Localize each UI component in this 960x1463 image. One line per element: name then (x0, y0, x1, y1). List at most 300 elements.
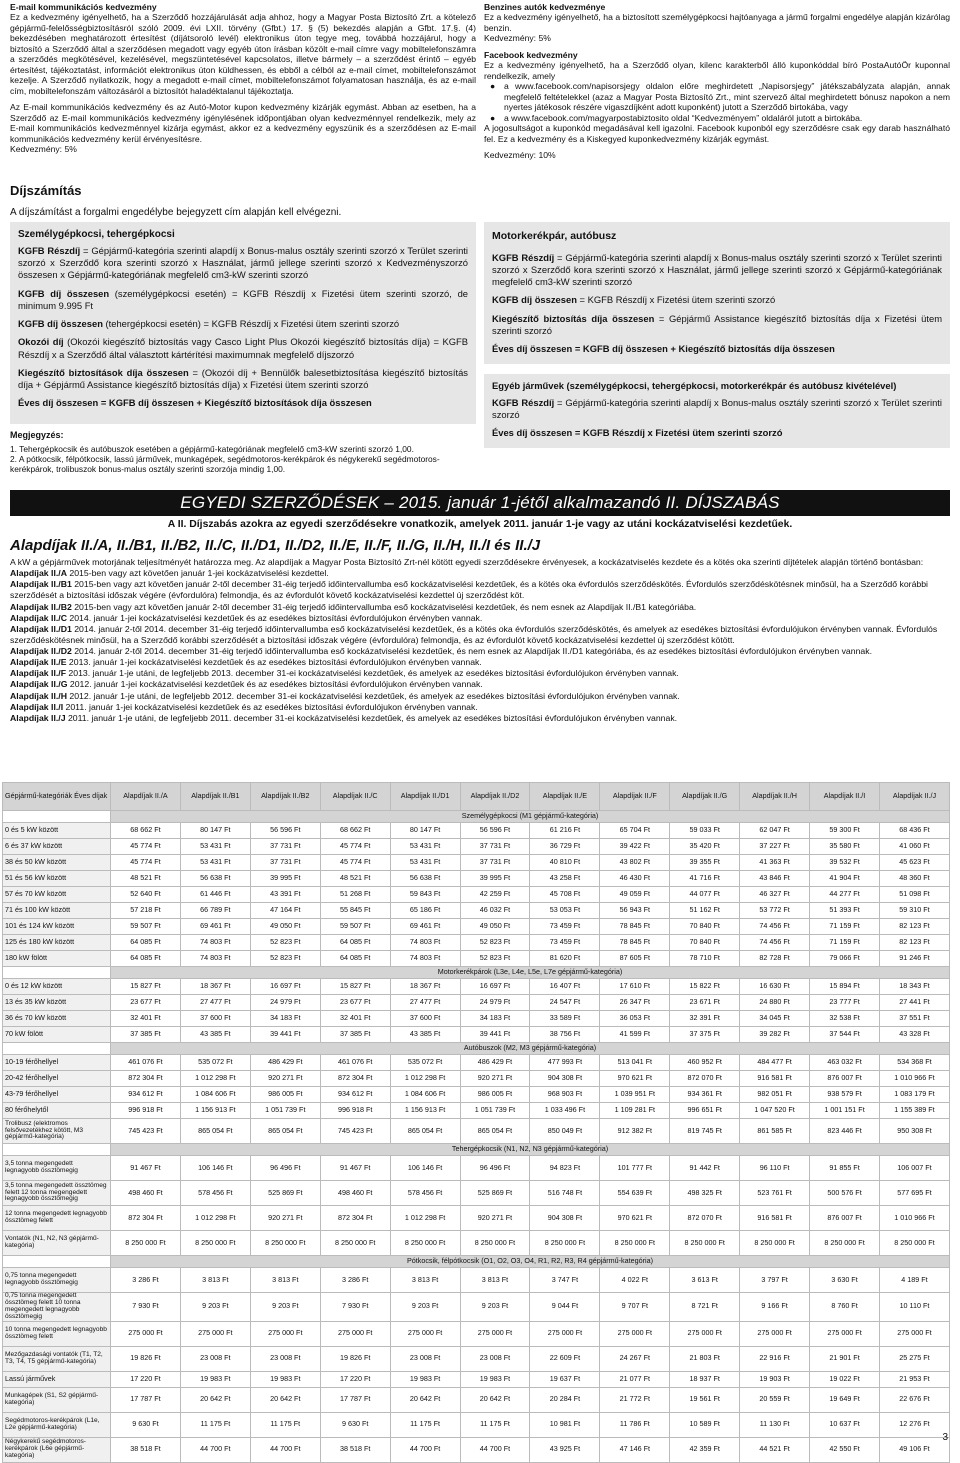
table-cell: 106 146 Ft (390, 1156, 460, 1181)
table-cell: 876 007 Ft (810, 1071, 880, 1087)
table-cell: 850 049 Ft (530, 1119, 600, 1144)
premium-calculation-title: Díjszámítás (10, 183, 82, 198)
table-cell: 68 662 Ft (111, 823, 181, 839)
table-cell: 8 250 000 Ft (879, 1231, 949, 1256)
email-discount-text-2: Az E-mail kommunikációs kedvezmény és az Autó-Motor kupon kedvezmény kizárják egymást. Abban az esetben, ha a Szerződő az E-mail kommunikációs kedvezmény igénylésének időpontjában olyan kedvezménnyel rendelkezik, mely az E-mail kommunikációs kedvezménnyel kizárja egymást, akkor ez a kedvezmény egyszünik és a szerződésen az E-mail kommunikációs kedvezmény kerül érvényesítésre. (10, 102, 476, 144)
table-row (3, 1412, 950, 1437)
table-row (3, 995, 950, 1011)
table-cell: 18 343 Ft (879, 979, 949, 995)
table-cell: 16 697 Ft (460, 979, 530, 995)
table-cell: 66 789 Ft (180, 903, 250, 919)
table-cell: 49 050 Ft (250, 919, 320, 935)
table-cell: 865 054 Ft (390, 1119, 460, 1144)
table-cell: 80 147 Ft (390, 823, 460, 839)
table-cell: 19 649 Ft (810, 1387, 880, 1412)
row-label: 0,75 tonna megengedett össztömeg felett 10 tonna megengedett legnagyobb össztömegig (3, 1293, 111, 1322)
table-cell: 64 085 Ft (320, 951, 390, 967)
table-cell: 1 012 298 Ft (390, 1206, 460, 1231)
table-row (3, 1437, 950, 1462)
table-cell: 934 361 Ft (670, 1087, 740, 1103)
table-cell: 44 077 Ft (670, 887, 740, 903)
table-cell: 20 642 Ft (180, 1387, 250, 1412)
table-cell: 523 761 Ft (740, 1181, 810, 1206)
table-cell: 35 580 Ft (810, 839, 880, 855)
table-row (3, 1231, 950, 1256)
table-group-title: Pótkocsik, félpótkocsik (O1, O2, O3, O4, R1, R2, R3, R4 gépjármű-kategória) (111, 1256, 950, 1268)
table-cell: 19 561 Ft (670, 1387, 740, 1412)
table-cell: 865 054 Ft (460, 1119, 530, 1144)
table-cell: 34 183 Ft (250, 1011, 320, 1027)
table-cell: 8 760 Ft (810, 1293, 880, 1322)
table-cell: 45 774 Ft (111, 855, 181, 871)
table-cell: 56 638 Ft (180, 871, 250, 887)
row-label: 57 és 70 kW között (3, 887, 111, 903)
column-header: Alapdíjak II./F (600, 783, 670, 811)
table-cell: 577 695 Ft (879, 1181, 949, 1206)
table-cell: 9 203 Ft (390, 1293, 460, 1322)
base-premium-definition: Alapdíjak II./H 2012. január 1-je utáni, de legfeljebb 2012. december 31-ei kockázatviselési kezdetűek, és amelyek az esedékes biztosítási évfordulójukon érvényben vannak. (10, 690, 680, 701)
table-cell: 1 001 151 Ft (810, 1103, 880, 1119)
table-cell: 49 106 Ft (879, 1437, 949, 1462)
table-cell: 59 033 Ft (670, 823, 740, 839)
table-cell: 477 993 Ft (530, 1055, 600, 1071)
table-row (3, 1268, 950, 1293)
row-label: 6 és 37 kW között (3, 839, 111, 855)
table-cell: 53 431 Ft (180, 839, 250, 855)
table-cell: 24 547 Ft (530, 995, 600, 1011)
table-cell: 69 461 Ft (390, 919, 460, 935)
table-cell: 44 700 Ft (180, 1437, 250, 1462)
table-cell: 57 218 Ft (111, 903, 181, 919)
table-cell: 9 203 Ft (250, 1293, 320, 1322)
email-discount-section (10, 2, 476, 155)
table-cell: 39 355 Ft (670, 855, 740, 871)
table-cell: 9 630 Ft (111, 1412, 181, 1437)
row-label: 10-19 férőhellyel (3, 1055, 111, 1071)
table-cell: 33 589 Ft (530, 1011, 600, 1027)
table-row (3, 1346, 950, 1371)
table-cell: 71 159 Ft (810, 919, 880, 935)
table-cell: 498 460 Ft (111, 1181, 181, 1206)
table-cell: 18 367 Ft (390, 979, 460, 995)
table-cell: 96 496 Ft (460, 1156, 530, 1181)
table-cell: 37 227 Ft (740, 839, 810, 855)
row-label: 13 és 35 kW között (3, 995, 111, 1011)
table-cell: 3 813 Ft (180, 1268, 250, 1293)
table-cell: 37 731 Ft (250, 855, 320, 871)
column-header: Alapdíjak II./I (810, 783, 880, 811)
table-cell: 876 007 Ft (810, 1206, 880, 1231)
table-cell: 51 393 Ft (810, 903, 880, 919)
table-cell: 986 005 Ft (460, 1087, 530, 1103)
tariff-banner: EGYEDI SZERZŐDÉSEK – 2015. január 1-jétől alkalmazandó II. DÍJSZABÁS (10, 490, 950, 516)
table-cell: 39 995 Ft (460, 871, 530, 887)
table-cell: 51 098 Ft (879, 887, 949, 903)
table-cell: 73 459 Ft (530, 919, 600, 935)
table-cell: 11 175 Ft (250, 1412, 320, 1437)
table-cell: 52 823 Ft (250, 935, 320, 951)
table-cell: 3 286 Ft (320, 1268, 390, 1293)
table-cell: 1 039 951 Ft (600, 1087, 670, 1103)
row-label: Vontatók (N1, N2, N3 gépjármű-kategória) (3, 1231, 111, 1256)
formula-mb-2: KGFB díj összesen = KGFB Részdíj x Fizetési ütem szerinti szorzó (492, 294, 776, 306)
table-cell: 23 008 Ft (180, 1346, 250, 1371)
table-cell: 9 630 Ft (320, 1412, 390, 1437)
table-cell: 500 576 Ft (810, 1181, 880, 1206)
table-cell: 275 000 Ft (180, 1321, 250, 1346)
table-cell: 37 731 Ft (460, 855, 530, 871)
table-cell: 74 803 Ft (180, 935, 250, 951)
table-cell: 74 803 Ft (390, 935, 460, 951)
table-cell: 535 072 Ft (390, 1055, 460, 1071)
table-cell: 45 774 Ft (320, 855, 390, 871)
table-cell: 37 544 Ft (810, 1027, 880, 1043)
motorcycle-bus-heading: Motorkerékpár, autóbusz (492, 230, 617, 242)
table-cell: 78 710 Ft (670, 951, 740, 967)
row-label: 3,5 tonna megengedett legnagyobb össztömegig (3, 1156, 111, 1181)
table-cell: 9 166 Ft (740, 1293, 810, 1322)
row-label: 51 és 56 kW között (3, 871, 111, 887)
base-premium-definition: Alapdíjak II./J 2011. január 1-je utáni, de legfeljebb 2011. december 31-ei kockázatviselési kezdetűek, és amelyek az esedékes biztosítási évfordulójukon érvényben vannak. (10, 712, 678, 723)
table-cell: 904 308 Ft (530, 1206, 600, 1231)
table-cell: 11 175 Ft (180, 1412, 250, 1437)
table-cell: 49 059 Ft (600, 887, 670, 903)
table-cell: 37 551 Ft (879, 1011, 949, 1027)
table-cell: 19 983 Ft (180, 1371, 250, 1387)
table-cell: 8 250 000 Ft (530, 1231, 600, 1256)
table-cell: 21 077 Ft (600, 1371, 670, 1387)
table-cell: 65 704 Ft (600, 823, 670, 839)
table-row (3, 1181, 950, 1206)
table-cell: 8 250 000 Ft (460, 1231, 530, 1256)
premium-calculation-subtitle: A díjszámítást a forgalmi engedélybe bejegyzett cím alapján kell elvégezni. (10, 207, 342, 218)
table-cell: 275 000 Ft (530, 1321, 600, 1346)
table-cell: 275 000 Ft (111, 1321, 181, 1346)
table-cell: 43 328 Ft (879, 1027, 949, 1043)
table-cell: 19 903 Ft (740, 1371, 810, 1387)
table-cell: 16 407 Ft (530, 979, 600, 995)
table-cell: 41 904 Ft (810, 871, 880, 887)
table-cell: 44 700 Ft (390, 1437, 460, 1462)
column-header: Alapdíjak II./B2 (250, 783, 320, 811)
table-cell: 275 000 Ft (600, 1321, 670, 1346)
table-cell: 41 060 Ft (879, 839, 949, 855)
table-cell: 15 827 Ft (320, 979, 390, 995)
table-cell: 52 823 Ft (460, 951, 530, 967)
note-1: 1. Tehergépkocsik és autóbuszok esetében a gépjármű-kategóriának megfelelő cm3-kW szerinti szorzó 1,00. (10, 443, 414, 454)
table-cell: 42 259 Ft (460, 887, 530, 903)
table-cell: 53 772 Ft (740, 903, 810, 919)
table-cell: 10 981 Ft (530, 1412, 600, 1437)
motorcycle-bus-formula-box (484, 222, 950, 364)
table-cell: 578 456 Ft (180, 1181, 250, 1206)
table-cell: 275 000 Ft (390, 1321, 460, 1346)
table-cell: 525 869 Ft (250, 1181, 320, 1206)
table-cell: 1 084 606 Ft (180, 1087, 250, 1103)
table-cell: 96 110 Ft (740, 1156, 810, 1181)
table-cell: 59 507 Ft (320, 919, 390, 935)
base-premium-definition: Alapdíjak II./C 2014. január 1-jei kockázatviselési kezdetűek és az esedékes biztosítási évfordulójukon érvényben vannak. (10, 612, 483, 623)
table-cell: 19 983 Ft (390, 1371, 460, 1387)
table-cell: 23 008 Ft (460, 1346, 530, 1371)
table-cell: 916 581 Ft (740, 1206, 810, 1231)
table-cell: 53 431 Ft (390, 855, 460, 871)
table-cell: 920 271 Ft (460, 1071, 530, 1087)
table-cell: 461 076 Ft (111, 1055, 181, 1071)
table-cell: 42 550 Ft (810, 1437, 880, 1462)
table-cell: 8 250 000 Ft (390, 1231, 460, 1256)
table-cell: 19 826 Ft (320, 1346, 390, 1371)
column-header: Alapdíjak II./A (111, 783, 181, 811)
column-header: Alapdíjak II./D1 (390, 783, 460, 811)
table-cell: 27 477 Ft (180, 995, 250, 1011)
table-cell: 3 813 Ft (250, 1268, 320, 1293)
table-cell: 15 822 Ft (670, 979, 740, 995)
facebook-discount-heading: Facebook kedvezmény (484, 49, 578, 60)
table-cell: 484 477 Ft (740, 1055, 810, 1071)
table-cell: 934 612 Ft (111, 1087, 181, 1103)
table-cell: 11 130 Ft (740, 1412, 810, 1437)
table-cell: 27 477 Ft (390, 995, 460, 1011)
column-header: Alapdíjak II./D2 (460, 783, 530, 811)
note-2: 2. A pótkocsik, félpótkocsik, lassú járművek, munkagépek, segédmotoros-kerékpárok és négykerekű segédmotoros-kerékpárok, trolibuszok bonus-malus osztály szerinti szorzója mindig 1,00. (10, 454, 440, 475)
table-cell: 42 359 Ft (670, 1437, 740, 1462)
table-cell: 34 045 Ft (740, 1011, 810, 1027)
table-cell: 1 156 913 Ft (180, 1103, 250, 1119)
table-cell: 19 983 Ft (250, 1371, 320, 1387)
formula-mb-1: KGFB Részdíj = Gépjármű-kategória szerinti alapdíj x Bonus-malus osztály szerinti szorzó x Terület szerinti szorzó x Szerződő kora szerinti szorzó x Használat, jármű jellege szerinti szorzó x Gépjármű-kategóriának megfelelő cm3-kW szerinti szorzó (492, 251, 942, 288)
table-cell: 44 700 Ft (460, 1437, 530, 1462)
table-cell: 872 304 Ft (111, 1071, 181, 1087)
table-cell: 61 216 Ft (530, 823, 600, 839)
table-row (3, 1321, 950, 1346)
table-cell: 23 008 Ft (390, 1346, 460, 1371)
table-cell: 1 084 606 Ft (390, 1087, 460, 1103)
notes-title: Megjegyzés: (10, 430, 64, 440)
table-row (3, 823, 950, 839)
table-cell: 275 000 Ft (879, 1321, 949, 1346)
table-cell: 938 579 Ft (810, 1087, 880, 1103)
table-cell: 986 005 Ft (250, 1087, 320, 1103)
base-premium-definition: Alapdíjak II./G 2012. január 1-jei kockázatviselési kezdetűek és az esedékes biztosítási évfordulójukon érvényben vannak. (10, 679, 483, 690)
table-cell: 23 008 Ft (250, 1346, 320, 1371)
formula-3: KGFB díj összesen (tehergépkocsi esetén) = KGFB Részdíj x Fizetési ütem szerinti szorzó (18, 318, 400, 330)
table-cell: 823 446 Ft (810, 1119, 880, 1144)
table-cell: 59 300 Ft (810, 823, 880, 839)
table-group-title: Személygépkocsi (M1 gépjármű-kategória) (111, 811, 950, 823)
table-corner-header: Gépjármű-kategóriák Éves díjak (3, 783, 111, 811)
base-premium-definition: Alapdíjak II./B2 2015-ben vagy azt követően január 2-től december 31-éig terjedő időintervallumba eső kockázatviselési kezdetűek, és nem esnek az Alapdíjak II./B1 kategóriába. (10, 601, 697, 612)
table-cell: 3 630 Ft (810, 1268, 880, 1293)
table-cell: 41 716 Ft (670, 871, 740, 887)
row-label: 20-42 férőhellyel (3, 1071, 111, 1087)
table-cell: 3 286 Ft (111, 1268, 181, 1293)
table-cell: 3 797 Ft (740, 1268, 810, 1293)
column-header: Alapdíjak II./C (320, 783, 390, 811)
table-cell: 3 613 Ft (670, 1268, 740, 1293)
table-cell: 11 786 Ft (600, 1412, 670, 1437)
facebook-bullet-2: ● a www.facebook.com/magyarpostabiztosito oldal “Kedvezményem” oldaláról jutott a birtokába. (490, 112, 863, 123)
table-row (3, 871, 950, 887)
base-premium-table (2, 782, 950, 1463)
table-cell: 12 276 Ft (879, 1412, 949, 1437)
table-cell: 912 382 Ft (600, 1119, 670, 1144)
formula-mb-4: Éves díj összesen = KGFB díj összesen + Kiegészítő biztosítás díja összesen (492, 342, 835, 354)
table-cell: 70 840 Ft (670, 935, 740, 951)
table-cell: 94 823 Ft (530, 1156, 600, 1181)
table-cell: 970 621 Ft (600, 1206, 670, 1231)
table-group-row (3, 1256, 950, 1268)
table-cell: 48 521 Ft (111, 871, 181, 887)
table-cell: 32 401 Ft (111, 1011, 181, 1027)
row-label: 71 és 100 kW között (3, 903, 111, 919)
table-cell: 275 000 Ft (250, 1321, 320, 1346)
table-cell: 106 146 Ft (180, 1156, 250, 1181)
table-cell: 1 010 966 Ft (879, 1206, 949, 1231)
petrol-discount-heading: Benzines autók kedvezménye (484, 2, 606, 12)
base-premium-definition: Alapdíjak II./D1 2014. január 2-től 2014. december 31-éig terjedő időintervallumba eső kockázatviselési kezdetűek, és a kötés oka évfordulós szerződéskötés, és amelyek az esedékes biztosítási évfordulójukon érvényben vannak. Évfordulós szerződéskötésnek minősül, ha a Szerződő korábbi szerződését a biztosítási időszak végére (évfordulóra) felmondja, és az évfordulót követő kockázatviselési kezdettel új szerződést kötött. (10, 623, 938, 645)
table-cell: 1 083 179 Ft (879, 1087, 949, 1103)
table-cell: 513 041 Ft (600, 1055, 670, 1071)
row-label: 125 és 180 kW között (3, 935, 111, 951)
table-cell: 27 441 Ft (879, 995, 949, 1011)
table-row (3, 1206, 950, 1231)
table-cell: 32 401 Ft (320, 1011, 390, 1027)
table-cell: 20 559 Ft (740, 1387, 810, 1412)
base-premiums-title: Alapdíjak II./A, II./B1, II./B2, II./C, II./D1, II./D2, II./E, II./F, II./G, II./H, II./I és II./J (10, 537, 541, 554)
table-cell: 22 676 Ft (879, 1387, 949, 1412)
table-cell: 4 189 Ft (879, 1268, 949, 1293)
table-cell: 535 072 Ft (180, 1055, 250, 1071)
table-cell: 498 325 Ft (670, 1181, 740, 1206)
table-cell: 16 630 Ft (740, 979, 810, 995)
table-cell: 23 671 Ft (670, 995, 740, 1011)
facebook-discount-note: A jogosultságot a kuponkód megadásával kell igazolni. Facebook kuponból egy szerződésre csak egy darab használható fel. Ez a kedvezmény és a Kiskegyed kuponkedvezmény kizárják egymást. (484, 123, 950, 144)
row-label: Mezőgazdasági vontatók (T1, T2, T3, T4, T5 gépjármű-kategória) (3, 1346, 111, 1371)
table-cell: 21 901 Ft (810, 1346, 880, 1371)
table-cell: 8 721 Ft (670, 1293, 740, 1322)
table-cell: 3 813 Ft (390, 1268, 460, 1293)
table-cell: 970 621 Ft (600, 1071, 670, 1087)
table-cell: 37 600 Ft (180, 1011, 250, 1027)
table-cell: 39 995 Ft (250, 871, 320, 887)
row-label: 0 és 12 kW között (3, 979, 111, 995)
other-vehicles-formula-box (484, 374, 950, 448)
table-cell: 39 422 Ft (600, 839, 670, 855)
tariff-banner-subtitle: A II. Díjszabás azokra az egyedi szerződésekre vonatkozik, amelyek 2011. január 1-je vagy az utáni kockázatviselési kezdetűek. (167, 519, 793, 530)
table-cell: 865 054 Ft (250, 1119, 320, 1144)
table-row (3, 1087, 950, 1103)
table-cell: 34 183 Ft (460, 1011, 530, 1027)
table-cell: 11 175 Ft (460, 1412, 530, 1437)
row-label: 38 és 50 kW között (3, 855, 111, 871)
formula-1: KGFB Részdíj = Gépjármű-kategória szerinti alapdíj x Bonus-malus osztály szerinti szorzó x Terület szerinti szorzó x Szerződő kora szerinti szorzó x Használat, jármű jellege szerinti szorzó x Kedvezményszorzó összesen x Gépjármű-kategóriának megfelelő cm3-kW szerinti szorzó (18, 245, 468, 281)
table-cell: 19 022 Ft (810, 1371, 880, 1387)
table-cell: 37 375 Ft (670, 1027, 740, 1043)
table-cell: 39 441 Ft (250, 1027, 320, 1043)
table-cell: 71 159 Ft (810, 935, 880, 951)
table-cell: 10 589 Ft (670, 1412, 740, 1437)
table-row (3, 855, 950, 871)
table-row (3, 1011, 950, 1027)
table-cell: 44 277 Ft (810, 887, 880, 903)
row-label: 12 tonna megengedett legnagyobb össztömeg felett (3, 1206, 111, 1231)
table-cell: 45 708 Ft (530, 887, 600, 903)
table-cell: 62 047 Ft (740, 823, 810, 839)
table-cell: 74 456 Ft (740, 919, 810, 935)
table-cell: 64 085 Ft (111, 951, 181, 967)
table-cell: 498 460 Ft (320, 1181, 390, 1206)
table-cell: 920 271 Ft (250, 1206, 320, 1231)
table-cell: 745 423 Ft (111, 1119, 181, 1144)
table-cell: 38 756 Ft (530, 1027, 600, 1043)
row-label: 70 kW fölött (3, 1027, 111, 1043)
table-cell: 872 304 Ft (320, 1071, 390, 1087)
table-cell: 36 729 Ft (530, 839, 600, 855)
formula-5: Kiegészítő biztosítások díja összesen = (Okozói díj + Bennülők balesetbiztosítása kiegészítő biztosítás díja + Gépjármű Assistance kiegészítő biztosítás díja) x Fizetési ütem szerinti szorzó (18, 366, 468, 390)
table-row (3, 1156, 950, 1181)
column-header: Alapdíjak II./H (740, 783, 810, 811)
table-cell: 53 431 Ft (180, 855, 250, 871)
table-cell: 46 430 Ft (600, 871, 670, 887)
table-cell: 461 076 Ft (320, 1055, 390, 1071)
table-cell: 7 930 Ft (320, 1293, 390, 1322)
table-cell: 56 596 Ft (250, 823, 320, 839)
base-premium-definition: Alapdíjak II./E 2013. január 1-jei kockázatviselési kezdetűek és az esedékes biztosítási évfordulójukon érvényben vannak. (10, 657, 482, 668)
table-cell: 37 731 Ft (460, 839, 530, 855)
table-cell: 996 918 Ft (111, 1103, 181, 1119)
table-cell: 56 596 Ft (460, 823, 530, 839)
table-cell: 51 162 Ft (670, 903, 740, 919)
table-cell: 525 869 Ft (460, 1181, 530, 1206)
table-cell: 61 446 Ft (180, 887, 250, 903)
table-cell: 80 147 Ft (180, 823, 250, 839)
row-label: Trolibusz (elektromos felsővezetékhez kötött, M3 gépjármű-kategória) (3, 1119, 111, 1144)
table-cell: 516 748 Ft (530, 1181, 600, 1206)
table-cell: 24 979 Ft (250, 995, 320, 1011)
table-cell: 9 707 Ft (600, 1293, 670, 1322)
table-row (3, 1371, 950, 1387)
formula-ov-1: KGFB Részdíj = Gépjármű-kategória szerinti alapdíj x Bonus-malus osztály szerinti szorzó x Terület szerinti szorzó (492, 397, 942, 421)
table-cell: 1 156 913 Ft (390, 1103, 460, 1119)
table-row (3, 1071, 950, 1087)
table-cell: 15 894 Ft (810, 979, 880, 995)
formula-6: Éves díj összesen = KGFB díj összesen + Kiegészítő biztosítások díja összesen (18, 397, 372, 409)
table-cell: 950 308 Ft (879, 1119, 949, 1144)
table-cell: 23 677 Ft (111, 995, 181, 1011)
car-truck-heading: Személygépkocsi, tehergépkocsi (18, 229, 175, 240)
table-cell: 52 640 Ft (111, 887, 181, 903)
table-cell: 460 952 Ft (670, 1055, 740, 1071)
table-cell: 37 385 Ft (320, 1027, 390, 1043)
table-cell: 21 953 Ft (879, 1371, 949, 1387)
formula-mb-3: Kiegészítő biztosítás díja összesen = Gépjármű Assistance kiegészítő biztosítás díja x Fizetési ütem szerinti szorzó (492, 312, 942, 336)
row-label: Lassú járművek (3, 1371, 111, 1387)
table-cell: 44 700 Ft (250, 1437, 320, 1462)
table-cell: 8 250 000 Ft (740, 1231, 810, 1256)
table-cell: 87 605 Ft (600, 951, 670, 967)
formula-ov-2: Éves díj összesen = KGFB Részdíj x Fizetési ütem szerinti szorzó (492, 426, 783, 438)
email-discount-value: Kedvezmény: 5% (10, 144, 77, 155)
table-cell: 8 250 000 Ft (180, 1231, 250, 1256)
table-cell: 865 054 Ft (180, 1119, 250, 1144)
table-cell: 486 429 Ft (460, 1055, 530, 1071)
table-cell: 275 000 Ft (740, 1321, 810, 1346)
table-cell: 996 651 Ft (670, 1103, 740, 1119)
table-cell: 275 000 Ft (460, 1321, 530, 1346)
table-cell: 39 282 Ft (740, 1027, 810, 1043)
table-cell: 920 271 Ft (250, 1071, 320, 1087)
